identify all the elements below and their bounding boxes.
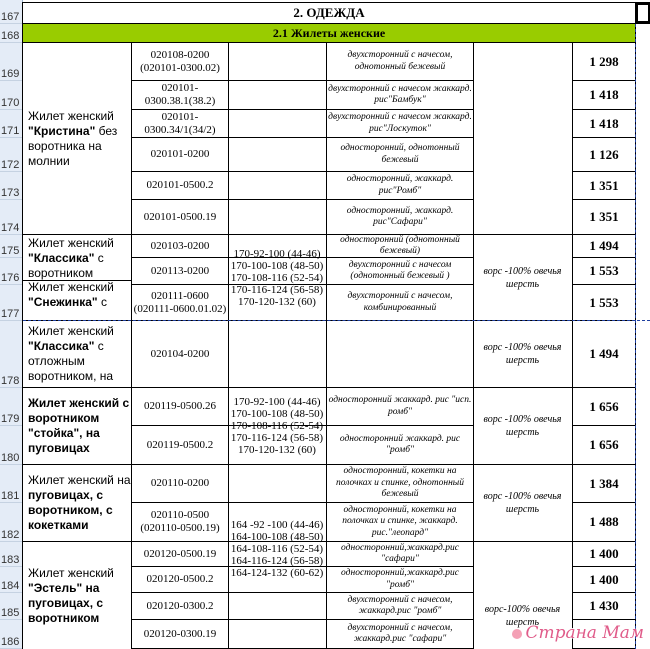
- material-stoyka[interactable]: ворс -100% овечья шерсть: [483, 414, 562, 438]
- row-number[interactable]: 180: [0, 426, 22, 465]
- article-code-cell[interactable]: 020120-0300.2: [146, 599, 214, 612]
- price-cell[interactable]: 1 400: [589, 546, 619, 561]
- watermark-icon: [512, 629, 522, 639]
- row-number[interactable]: 176: [0, 258, 22, 285]
- product-name-klassika-collar[interactable]: Жилет женский "Классика" с воротником: [28, 236, 114, 280]
- article-code-cell[interactable]: 020104-0200: [150, 347, 210, 360]
- row-number[interactable]: 175: [0, 235, 22, 258]
- description-cell[interactable]: односторонний жаккард. рис "исп. ромб": [328, 395, 472, 417]
- description-cell[interactable]: односторонний, однотонный бежевый: [340, 143, 460, 165]
- price-cell[interactable]: 1 494: [589, 238, 619, 253]
- price-cell[interactable]: 1 494: [589, 346, 619, 361]
- material-estel[interactable]: ворс-100% овечья шерсть: [484, 604, 561, 628]
- row-number[interactable]: 183: [0, 542, 22, 567]
- article-code-cell[interactable]: 020120-0500.19: [143, 547, 217, 560]
- row-number[interactable]: 171: [0, 110, 22, 138]
- product-name-stoyka[interactable]: Жилет женский с воротником "стойка", на пуговицах: [28, 396, 130, 455]
- watermark-logo: Страна Мам: [512, 623, 644, 643]
- price-cell[interactable]: 1 298: [589, 53, 619, 69]
- price-cell[interactable]: 1 384: [589, 475, 619, 491]
- article-code-cell[interactable]: 020101-0200: [150, 148, 210, 160]
- page-break-vertical: [635, 24, 636, 649]
- price-cell[interactable]: 1 418: [589, 115, 619, 131]
- section-title[interactable]: 2. ОДЕЖДА: [293, 5, 365, 20]
- description-cell[interactable]: односторонний, жаккард. рис"Ромб": [346, 174, 454, 196]
- article-code-cell[interactable]: 020119-0500.2: [146, 438, 214, 451]
- row-number[interactable]: 186: [0, 620, 22, 649]
- grid-line: [473, 541, 572, 542]
- page-break-horizontal: [23, 320, 650, 321]
- product-name-estel[interactable]: Жилет женский "Эстель" на пуговицах, с воротником: [28, 565, 114, 625]
- row-number[interactable]: 184: [0, 567, 22, 593]
- description-cell[interactable]: односторонний, кокетки на полочках и спинке, однотонный бежевый: [336, 466, 464, 500]
- row-number[interactable]: 170: [0, 81, 22, 110]
- article-code-cell[interactable]: 020110-0500 (020110-0500.19): [140, 509, 220, 534]
- subsection-title[interactable]: 2.1 Жилеты женские: [23, 24, 635, 42]
- price-cell[interactable]: 1 418: [589, 87, 619, 102]
- row-number[interactable]: 174: [0, 200, 22, 235]
- article-code-cell[interactable]: 020111-0600 (020111-0600.01.02): [133, 289, 227, 315]
- description-cell[interactable]: односторонний (однотонный бежевый): [340, 235, 460, 256]
- article-code-cell[interactable]: 020108-0200 (020101-0300.02): [140, 48, 220, 74]
- price-cell[interactable]: 1 488: [589, 514, 619, 529]
- article-code-cell[interactable]: 020101-0300.34/1(34/2): [144, 110, 216, 136]
- article-code-cell[interactable]: 020101-0500.2: [146, 179, 214, 191]
- article-code-cell[interactable]: 020120-0500.2: [146, 573, 214, 585]
- row-number[interactable]: 169: [0, 43, 22, 81]
- article-code-cell[interactable]: 020101-0300.38.1(38.2): [144, 82, 216, 107]
- price-cell[interactable]: 1 400: [589, 571, 619, 587]
- description-cell[interactable]: двухсторонний с начесом (однотонный бежевый ): [348, 259, 452, 281]
- description-cell[interactable]: [327, 321, 473, 387]
- price-cell[interactable]: 1 656: [589, 398, 619, 414]
- product-name-koketki[interactable]: Жилет женский на пуговицах, с воротником, с кокетками: [28, 473, 131, 532]
- row-number[interactable]: 168: [0, 24, 22, 43]
- row-number[interactable]: 167: [0, 3, 22, 24]
- material-klassika-lapel[interactable]: ворс -100% овечья шерсть: [483, 342, 562, 366]
- row-number[interactable]: 177: [0, 285, 22, 321]
- row-number[interactable]: 173: [0, 172, 22, 200]
- row-number[interactable]: 185: [0, 593, 22, 620]
- price-cell[interactable]: 1 126: [589, 146, 619, 162]
- price-cell[interactable]: 1 351: [589, 209, 619, 224]
- description-cell[interactable]: односторонний, жаккард. рис"Сафари": [346, 205, 454, 227]
- description-cell[interactable]: односторонний,жаккард.рис "сафари": [341, 542, 459, 564]
- article-code-cell[interactable]: 020113-0200: [150, 264, 210, 277]
- product-name-snezhinka[interactable]: Жилет женский "Снежинка" с: [28, 280, 114, 309]
- article-code-cell[interactable]: 020119-0500.26: [143, 400, 216, 412]
- article-code-cell[interactable]: 020101-0500.19: [143, 210, 217, 223]
- row-number[interactable]: 172: [0, 138, 22, 172]
- cell-cursor[interactable]: [636, 3, 650, 23]
- price-cell[interactable]: 1 656: [589, 437, 619, 452]
- row-number[interactable]: 178: [0, 321, 22, 388]
- description-cell[interactable]: двухсторонний с начесом, жаккард.рис "ромб": [347, 594, 453, 616]
- description-cell[interactable]: односторонний,жаккард.рис "ромб": [341, 568, 459, 590]
- description-cell[interactable]: двухсторонний с начесом, комбинированный: [347, 291, 453, 313]
- description-cell[interactable]: двухсторонний с начесом жаккард. рис"Лоскуток": [328, 112, 472, 134]
- material-koketki[interactable]: ворс -100% овечья шерсть: [483, 491, 562, 515]
- description-cell[interactable]: двухсторонний с начесом жаккард. рис"Бамбук": [328, 83, 472, 105]
- price-cell[interactable]: 1 553: [589, 263, 619, 278]
- product-name-kristina[interactable]: Жилет женский "Кристина" без воротника на молнии: [28, 109, 118, 168]
- article-code-cell[interactable]: 020120-0300.19: [143, 627, 217, 640]
- product-name-klassika-lapel[interactable]: Жилет женский "Классика" с отложным воротником, на: [28, 324, 114, 383]
- size-list-stoyka[interactable]: 170-92-100 (44-46) 170-100-108 (48-50) 170-108-116 (52-54) 170-116-124 (56-58) 170-120-132 (60): [230, 396, 324, 456]
- material-classic[interactable]: ворс -100% овечья шерсть: [483, 266, 562, 290]
- description-cell[interactable]: односторонний, кокетки на полочках и спинке, жаккард. рис."леопард": [342, 504, 458, 538]
- article-code-cell[interactable]: 020103-0200: [150, 239, 210, 252]
- price-cell[interactable]: 1 430: [589, 598, 619, 613]
- description-cell[interactable]: двухсторонний с начесом, однотонный бежевый: [347, 50, 453, 72]
- row-number[interactable]: 179: [0, 388, 22, 426]
- price-cell[interactable]: 1 553: [589, 294, 619, 310]
- row-number[interactable]: 182: [0, 503, 22, 542]
- price-cell[interactable]: 1 351: [589, 177, 619, 193]
- description-cell[interactable]: двухсторонний с начесом, жаккард.рис "сафари": [347, 622, 453, 644]
- description-cell[interactable]: односторонний жаккард. рис "ромб": [339, 433, 461, 455]
- article-code-cell[interactable]: 020110-0200: [150, 477, 210, 489]
- size-list-classic[interactable]: 170-92-100 (44-46) 170-100-108 (48-50) 170-108-116 (52-54) 170-116-124 (56-58) 170-120-132 (60): [230, 248, 324, 308]
- row-number[interactable]: 181: [0, 465, 22, 503]
- size-list-estel[interactable]: 164 -92 -100 (44-46) 164-100-108 (48-50) 164-108-116 (52-54) 164-116-124 (56-58) 164-124-132 (60-62): [230, 519, 324, 579]
